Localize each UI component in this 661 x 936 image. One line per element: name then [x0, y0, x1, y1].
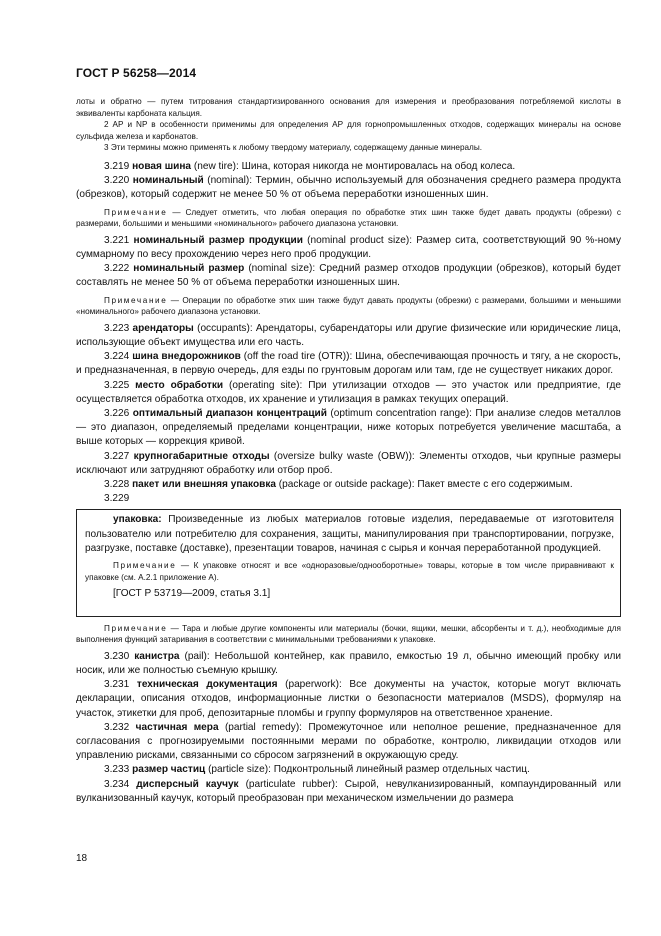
- term-number: 3.225: [104, 379, 130, 391]
- note-text: — Тара и любые другие компоненты или материалы (бочки, ящики, мешки, абсорбенты и т. д.), необходимые для выполнения функций затаривания в соответствии с минимальными требованиями к упаковке.: [76, 623, 621, 645]
- term-3-232: [76, 721, 621, 764]
- term-definition: Элементы отходов, чьи крупные размеры исключают или затрудняют обработку или отбор проб.: [76, 450, 621, 476]
- term-3-229: [85, 513, 614, 556]
- term-number: 3.222: [104, 263, 130, 275]
- term-3-219: [76, 160, 621, 174]
- term-definition: Сырой, невулканизированный, компаундированный или вулканизованный каучук, который преобразован при механическом измельчении до размера: [76, 778, 621, 804]
- term-definition: Промежуточное или неполное решение, предназначенное для согласования с прогнозируемыми постоянными мерами по обработке, контролю, ликвидации отходов или управлению рисками, связанными со сбросом загрязнений в окружающую среду.: [76, 721, 621, 762]
- note-3: 3 Эти термины можно применять к любому твердому материалу, содержащему данные минералы.: [104, 143, 482, 153]
- term-3-220: [76, 174, 621, 202]
- note-label: Примечание: [113, 561, 177, 571]
- term-title: частичная мера: [135, 721, 219, 733]
- note-2: 2 АР и NP в особенности применимы для определения АР для горнопромышленных отходов, содержащих минералы на основе сульфида железа и карбонатов.: [76, 120, 621, 141]
- term-definition: При утилизации отходов — это участок или предприятие, где осуществляется обработка отходов, их хранение и утилизация в рамках текущих операций.: [76, 379, 621, 405]
- note-3-222: [76, 295, 621, 318]
- term-title: крупногабаритные отходы: [133, 450, 270, 462]
- term-definition: Размер сита, соответствующий 90 %-ному суммарному по весу прохождению через него проб продукции.: [76, 234, 621, 260]
- term-title: пакет или внешняя упаковка: [132, 479, 276, 490]
- term-english: (nominal):: [207, 175, 253, 187]
- note-continuation: лоты и обратно — путем титрования стандартизированного основания для измерения и преобразования потребляемой кислоты в эквиваленты карбоната кальция.: [76, 97, 621, 118]
- term-english: (operating site):: [229, 379, 303, 391]
- term-definition: Все документы на участок, которые могут включать декларации, описания отходов, информационные листки о безопасности материалов (MSDS), формуляр на участок, этикетки для проб, депозитарные пломбы и группу формуляров на ответственное хранение.: [76, 679, 621, 719]
- term-title: номинальный размер продукции: [133, 234, 303, 246]
- term-definition: Шина, которая никогда не монтировалась на обод колеса.: [241, 160, 516, 172]
- note-text: — Следует отметить, что любая операция по обработке этих шин также будет давать продукты (обрезки) с размерами, большими и меньшими «номинального» рабочего диапазона установки.: [76, 207, 621, 229]
- term-3-230: [76, 650, 621, 678]
- note-label: Примечание: [104, 623, 168, 633]
- term-title: дисперсный каучук: [136, 778, 239, 790]
- term-english: (optimum concentration range):: [330, 407, 472, 419]
- term-title: размер частиц: [132, 764, 206, 776]
- term-english: (package or outside package):: [278, 479, 415, 490]
- term-english: (new tire):: [193, 160, 239, 172]
- term-number: 3.233: [104, 764, 130, 776]
- term-title: канистра: [134, 650, 180, 662]
- document-body: [76, 96, 621, 806]
- term-english: (particulate rubber):: [245, 778, 338, 790]
- term-number: 3.228: [104, 479, 130, 490]
- term-title: номинальный размер: [133, 263, 245, 275]
- term-number: 3.232: [104, 721, 130, 733]
- term-3-229-number: 3.229: [104, 493, 130, 505]
- term-title: арендаторы: [132, 322, 194, 334]
- term-number: 3.227: [104, 450, 130, 462]
- quoted-definition-box: [76, 509, 621, 616]
- term-3-221: [76, 234, 621, 262]
- term-number: 3.234: [104, 778, 130, 790]
- term-number: 3.219: [104, 160, 130, 172]
- term-number: 3.221: [104, 234, 130, 246]
- term-3-223: [76, 322, 621, 350]
- term-definition: Средний размер отходов продукции (обрезков), который будет составлять не менее 50 % от объема переработки изношенных шин.: [76, 263, 621, 289]
- term-definition: Шина, обеспечивающая прочность и тягу, а не скорость, и предназначенная, в первую очередь, для езды по грунтовым дорогам или там, где не существует никаких дорог.: [76, 351, 621, 377]
- term-number: 3.231: [104, 679, 130, 691]
- term-3-225: [76, 379, 621, 407]
- term-title: оптимальный диапазон концентраций: [132, 407, 327, 419]
- term-3-234: [76, 778, 621, 806]
- term-definition: Пакет вместе с его содержимым.: [417, 479, 573, 490]
- term-definition: Термин, обычно используемый для обозначения среднего размера продукта (обрезков), который содержит не менее 50 % от объема переработки изношенных шин.: [76, 175, 622, 201]
- term-english: (partial remedy):: [224, 721, 302, 733]
- term-title: номинальный: [132, 175, 204, 187]
- source-reference: [ГОСТ Р 53719—2009, статья 3.1]: [113, 588, 271, 600]
- term-english: (occupants):: [197, 322, 253, 334]
- page-number: 18: [76, 853, 88, 864]
- note-label: Примечание: [104, 295, 168, 305]
- term-title: шина внедорожников: [132, 351, 241, 363]
- term-title: новая шина: [132, 160, 192, 172]
- box-note: [85, 560, 614, 583]
- note-text: — Операции по обработке этих шин также будут давать продукты (обрезки) с размерами, большими и меньшими «номинального» рабочего диапазона установки.: [76, 295, 621, 317]
- document-header: ГОСТ Р 56258—2014: [76, 66, 197, 80]
- term-definition: Небольшой контейнер, как правило, емкостью 19 л, обычно имеющий пробку или носик, или же полностью съемную крышку.: [76, 650, 621, 676]
- term-3-224: [76, 350, 621, 378]
- term-number: 3.230: [104, 650, 130, 662]
- term-title: место обработки: [135, 379, 224, 391]
- note-3-229: [76, 623, 621, 646]
- term-3-226: [76, 407, 621, 450]
- term-3-227: [76, 450, 621, 478]
- term-number: 3.220: [104, 175, 130, 187]
- term-english: (paperwork):: [285, 679, 342, 691]
- term-definition: Произведенные из любых материалов готовые изделия, передаваемые от изготовителя пользователю или потребителю для сохранения, защиты, манипулирования при транспортировании, погрузке, разгрузке, поставке (доставке), презентации товаров, начиная с сырья и кончая переработанной продукцией.: [85, 514, 614, 554]
- note-label: Примечание: [104, 207, 168, 217]
- term-english: (oversize bulky waste (OBW)):: [273, 450, 415, 462]
- term-english: (nominal size):: [248, 263, 316, 275]
- term-definition: Подконтрольный линейный размер отдельных частиц.: [273, 764, 530, 776]
- term-3-231: [76, 678, 621, 721]
- term-english: (off the road tire (OTR)):: [243, 351, 353, 363]
- term-english: (nominal product size):: [307, 234, 413, 246]
- term-definition: При анализе следов металлов — это диапазон, определяемый пределами концентрации, ниже которых потребуется увеличение масштаба, а выше которых — коррекция кривой.: [76, 407, 622, 448]
- term-number: 3.226: [104, 407, 130, 419]
- note-3-220: [76, 207, 621, 230]
- term-number: 3.223: [104, 322, 130, 334]
- term-english: (pail):: [184, 650, 210, 662]
- term-english: (particle size):: [208, 764, 271, 776]
- term-3-228: [76, 478, 621, 492]
- term-3-222: [76, 262, 621, 290]
- term-number: 3.224: [104, 351, 130, 363]
- term-title: техническая документация: [136, 679, 278, 691]
- term-title: упаковка:: [113, 514, 162, 526]
- term-3-233: [76, 763, 621, 777]
- term-definition: Арендаторы, субарендаторы или другие физические или юридические лица, использующие объект имущества или его часть.: [76, 322, 621, 348]
- note-text: — К упаковке относят и все «одноразовые/однооборотные» товары, которые в том числе приравнивают к упаковке (см. А.2.1 приложение А).: [85, 561, 614, 582]
